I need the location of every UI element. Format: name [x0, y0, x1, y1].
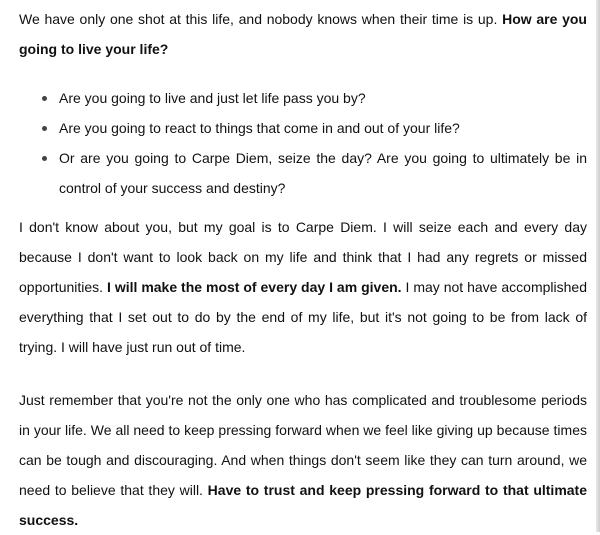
list-item [42, 83, 587, 113]
list-item [42, 113, 587, 143]
list-item-text: Or are you going to Carpe Diem, seize the day? Are you going to ultimately be in control of your success and destiny? [59, 150, 587, 196]
list-item [42, 143, 587, 203]
page-edge-divider [596, 0, 600, 532]
intro-text: We have only one shot at this life, and nobody knows when their time is up. [19, 11, 503, 27]
bullet-icon [42, 96, 47, 101]
paragraph2-text-after: I may not have accomplished everything that I set out to do by the end of my life, but it's not going to be from lack of trying. I will have just run out of time. [19, 279, 587, 355]
question-list [42, 83, 587, 203]
list-item-text: Are you going to live and just let life pass you by? [59, 90, 366, 106]
paragraph2-bold: I will make the most of every day I am given. [107, 279, 402, 295]
paragraph3-text: Just remember that you're not the only one who has complicated and troublesome periods in your life. We all need to keep pressing forward when we feel like giving up because times can be tough and discouraging. And when things don't seem like they can turn around, we need to believe that they will. [19, 392, 587, 498]
bullet-icon [42, 126, 47, 131]
carpe-diem-paragraph [19, 212, 587, 362]
closing-paragraph [19, 385, 587, 535]
paragraph2-text-before: I don't know about you, but my goal is to Carpe Diem. I will seize each and every day because I don't want to look back on my life and think that I had any regrets or missed opportunities. [19, 219, 587, 295]
list-item-text: Are you going to react to things that come in and out of your life? [59, 120, 460, 136]
paragraph3-bold: Have to trust and keep pressing forward to that ultimate success. [19, 482, 588, 528]
intro-bold-question: How are you going to live your life? [19, 11, 587, 57]
intro-paragraph [19, 4, 587, 64]
bullet-icon [42, 156, 47, 161]
